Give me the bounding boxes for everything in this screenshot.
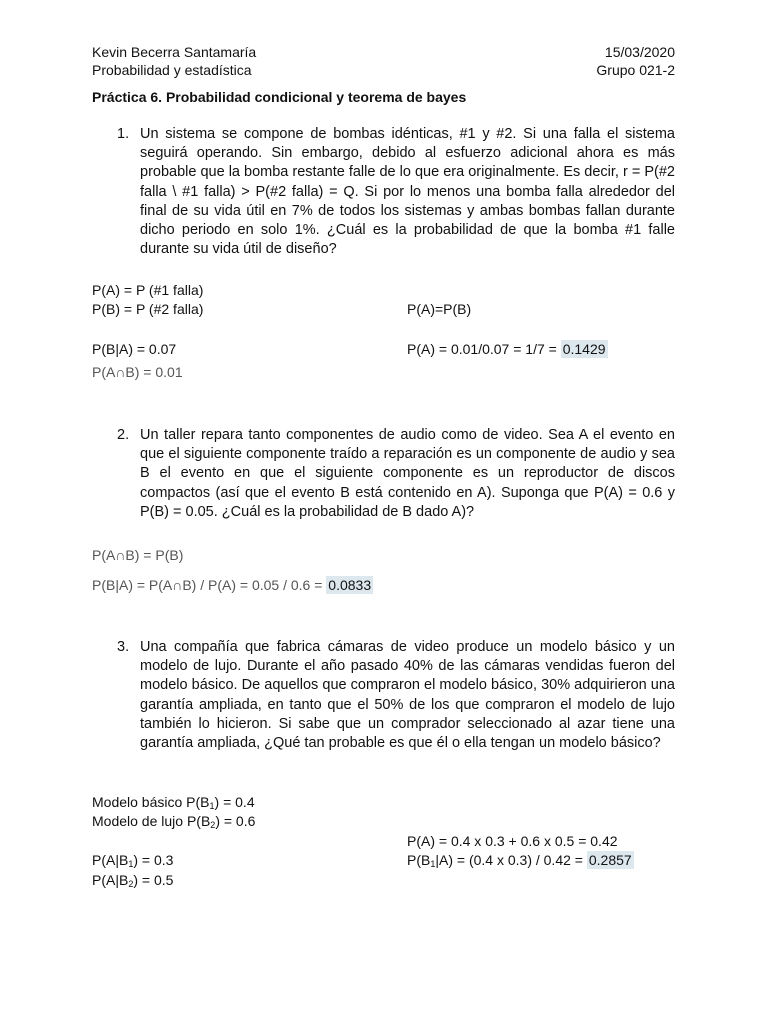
p1-work-line-4: P(A∩B) = 0.01 — [92, 364, 183, 380]
document-date: 15/03/2020 — [604, 44, 675, 60]
p1-work-right-1: P(A)=P(B) — [407, 301, 472, 317]
p3-cond-1: $P(A|B_1) = 0.3$ — [92, 852, 174, 869]
page-title: Práctica 6. Probabilidad condicional y teorema de bayes — [92, 89, 467, 105]
problem-2-statement: Un taller repara tanto componentes de audio como de video. Sea A el evento en que el siguiente componente traído a reparación es un componente de audio y sea B el evento en que el siguiente componente es un reproductor de discos compactos (así que el evento B está contenido en A). Suponga que P(A) = 0.6 y P(B) = 0.05. ¿Cuál es la probabilidad de B dado A)? — [140, 427, 675, 520]
problem-1-number: 1. — [117, 126, 130, 142]
group-number: Grupo 021-2 — [596, 62, 675, 78]
p2-work-line-2: P(B|A) = P(A∩B) / P(A) = 0.05 / 0.6 = 0.0833 — [92, 577, 372, 593]
author-name: Kevin Becerra Santamaría — [92, 44, 257, 60]
p2-answer-highlight: 0.0833 — [328, 577, 372, 593]
p1-work-line-2: P(B) = P (#2 falla) — [92, 301, 204, 317]
problem-3-statement: Una compañía que fabrica cámaras de video produce un modelo básico y un modelo de lujo. Durante el año pasado 40% de las cámaras vendidas fueron del modelo básico. De aquellos que compraron el modelo básico, 30% adquirieron una garantía ampliada, en tanto que el 50% de los que compraron el modelo de lujo también lo hicieron. Si sabe que un comprador seleccionado al azar tiene una garantía ampliada, ¿Qué tan probable es que él o ella tengan un modelo básico? — [140, 639, 675, 752]
problem-2-number: 2. — [117, 427, 130, 443]
p1-answer-highlight: 0.1429 — [562, 341, 606, 357]
course-name: Probabilidad y estadística — [92, 62, 252, 78]
p1-work-line-3: P(B|A) = 0.07 — [92, 341, 177, 357]
p1-work-right-2: P(A) = 0.01/0.07 = 1/7 = 0.1429 — [407, 341, 606, 357]
p3-bayes: $P(B_1|A) = (0.4$ x 0.3) / 0.42 = 0.2857 — [407, 852, 632, 869]
p3-luxury-model: Modelo de lujo $P(B_2) = 0.6$ — [92, 813, 256, 830]
p3-answer-highlight: 0.2857 — [588, 852, 632, 868]
problem-3-number: 3. — [117, 639, 130, 655]
p3-cond-2: $P(A|B_2) = 0.5$ — [92, 872, 174, 889]
p3-total-probability: P(A) = 0.4 x 0.3 + 0.6 x 0.5 = 0.42 — [407, 833, 618, 849]
problem-1-statement: Un sistema se compone de bombas idénticas, #1 y #2. Si una falla el sistema seguirá operando. Sin embargo, debido al esfuerzo adicional ahora es más probable que la bomba restante falle de lo que era originalmente. Es decir, r = P(#2 falla \ #1 falla) > P(#2 falla) = Q. Si por lo menos una bomba falla alrededor del final de su vida útil en 7% de todos los sistemas y ambas bombas fallan durante dicho periodo en solo 1%. ¿Cuál es la probabilidad de que la bomba #1 falle durante su vida útil de diseño? — [140, 126, 675, 258]
p2-work-line-1: P(A∩B) = P(B) — [92, 547, 184, 563]
p1-work-line-1: P(A) = P (#1 falla) — [92, 282, 204, 298]
p3-basic-model: Modelo básico $P(B_1) = 0.4$ — [92, 794, 255, 811]
